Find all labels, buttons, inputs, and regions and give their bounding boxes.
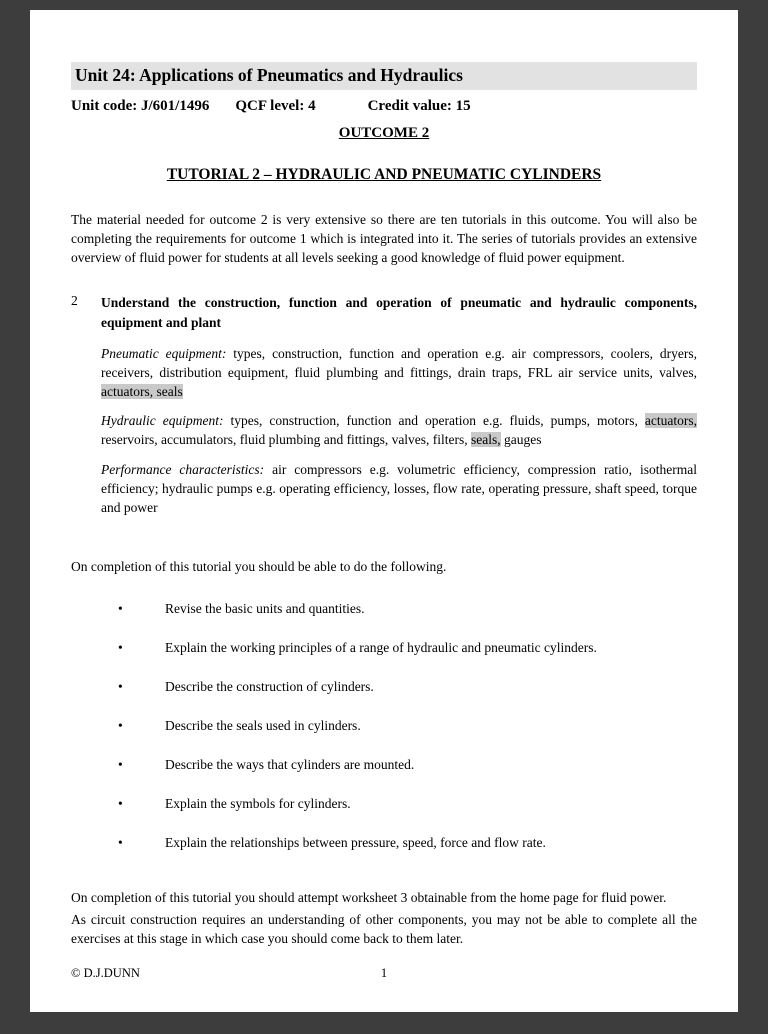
list-item: • Describe the seals used in cylinders.: [71, 717, 697, 736]
objectives-list: [71, 600, 697, 872]
bullet-icon: •: [118, 795, 123, 811]
list-item: • Describe the ways that cylinders are mounted.: [71, 756, 697, 775]
unit-title-bar: [71, 62, 697, 90]
section-2-heading-row: [71, 293, 697, 331]
highlighted-text: seals,: [471, 432, 501, 448]
unit-title: Unit 24: Applications of Pneumatics and Hydraulics: [75, 65, 463, 85]
page-footer: [71, 966, 697, 984]
list-item: • Revise the basic units and quantities.: [71, 600, 697, 619]
performance-characteristics-paragraph: Performance characteristics: air compressors e.g. volumetric efficiency, compression ratio, isothermal efficiency; hydraulic pumps e.g. operating efficiency, losses, flow rate, operating pressure, shaft speed, torque and power: [101, 461, 697, 515]
list-item: • Describe the construction of cylinders.: [71, 678, 697, 697]
list-item: • Explain the relationships between pressure, speed, force and flow rate.: [71, 834, 697, 853]
highlighted-text: actuators,: [644, 413, 697, 429]
unit-meta-line: [71, 98, 697, 115]
pneumatic-equipment-paragraph: Pneumatic equipment: types, construction, function and operation e.g. air compressors, coolers, dryers, receivers, distribution equipment, fluid plumbing and fittings, drain traps, FRL air service units, valves, actuators, seals: [101, 345, 697, 400]
closing-paragraph-1: On completion of this tutorial you should attempt worksheet 3 obtainable from the home page for fluid power.: [71, 890, 667, 906]
performance-lead: Performance characteristics:: [101, 461, 265, 477]
credit-value: Credit value: 15: [367, 98, 471, 114]
qcf-level: QCF level: 4: [235, 98, 316, 114]
closing-paragraph-2: As circuit construction requires an understanding of other components, you may not be able to complete all the exercises at this stage in which case you should come back to them later.: [71, 911, 697, 946]
bullet-icon: •: [118, 640, 123, 656]
hydraulic-equipment-paragraph: Hydraulic equipment: types, construction, function and operation e.g. fluids, pumps, motors, actuators, reservoirs, accumulators, fluid plumbing and fittings, valves, filters, seals, gauges: [101, 413, 697, 448]
bullet-icon: •: [118, 601, 123, 617]
hydraulic-lead: Hydraulic equipment:: [101, 413, 224, 429]
bullet-icon: •: [118, 678, 123, 694]
bullet-icon: •: [118, 717, 123, 733]
pneumatic-lead: Pneumatic equipment:: [101, 345, 227, 361]
outcome-heading: OUTCOME 2: [338, 125, 430, 141]
completion-intro-paragraph: On completion of this tutorial you should be able to do the following.: [71, 559, 447, 575]
page-number: 1: [380, 966, 388, 980]
copyright-text: © D.J.DUNN: [71, 966, 140, 980]
document-page: [30, 10, 738, 1012]
section-heading: Understand the construction, function and operation of pneumatic and hydraulic components, equipment and plant: [101, 295, 697, 330]
intro-paragraph: The material needed for outcome 2 is very extensive so there are ten tutorials in this outcome. You will also be completing the requirements for outcome 1 which is integrated into it. The series of tutorials provides an extensive overview of fluid power for students at all levels seeking a good knowledge of fluid power equipment.: [71, 212, 697, 266]
list-item: • Explain the symbols for cylinders.: [71, 795, 697, 814]
section-number: 2: [71, 293, 78, 309]
tutorial-heading: TUTORIAL 2 – HYDRAULIC AND PNEUMATIC CYLINDERS: [166, 166, 602, 183]
bullet-icon: •: [118, 834, 123, 850]
bullet-icon: •: [118, 756, 123, 772]
highlighted-text: actuators, seals: [101, 384, 183, 400]
unit-code: Unit code: J/601/1496: [71, 98, 210, 114]
list-item: • Explain the working principles of a range of hydraulic and pneumatic cylinders.: [71, 639, 697, 658]
